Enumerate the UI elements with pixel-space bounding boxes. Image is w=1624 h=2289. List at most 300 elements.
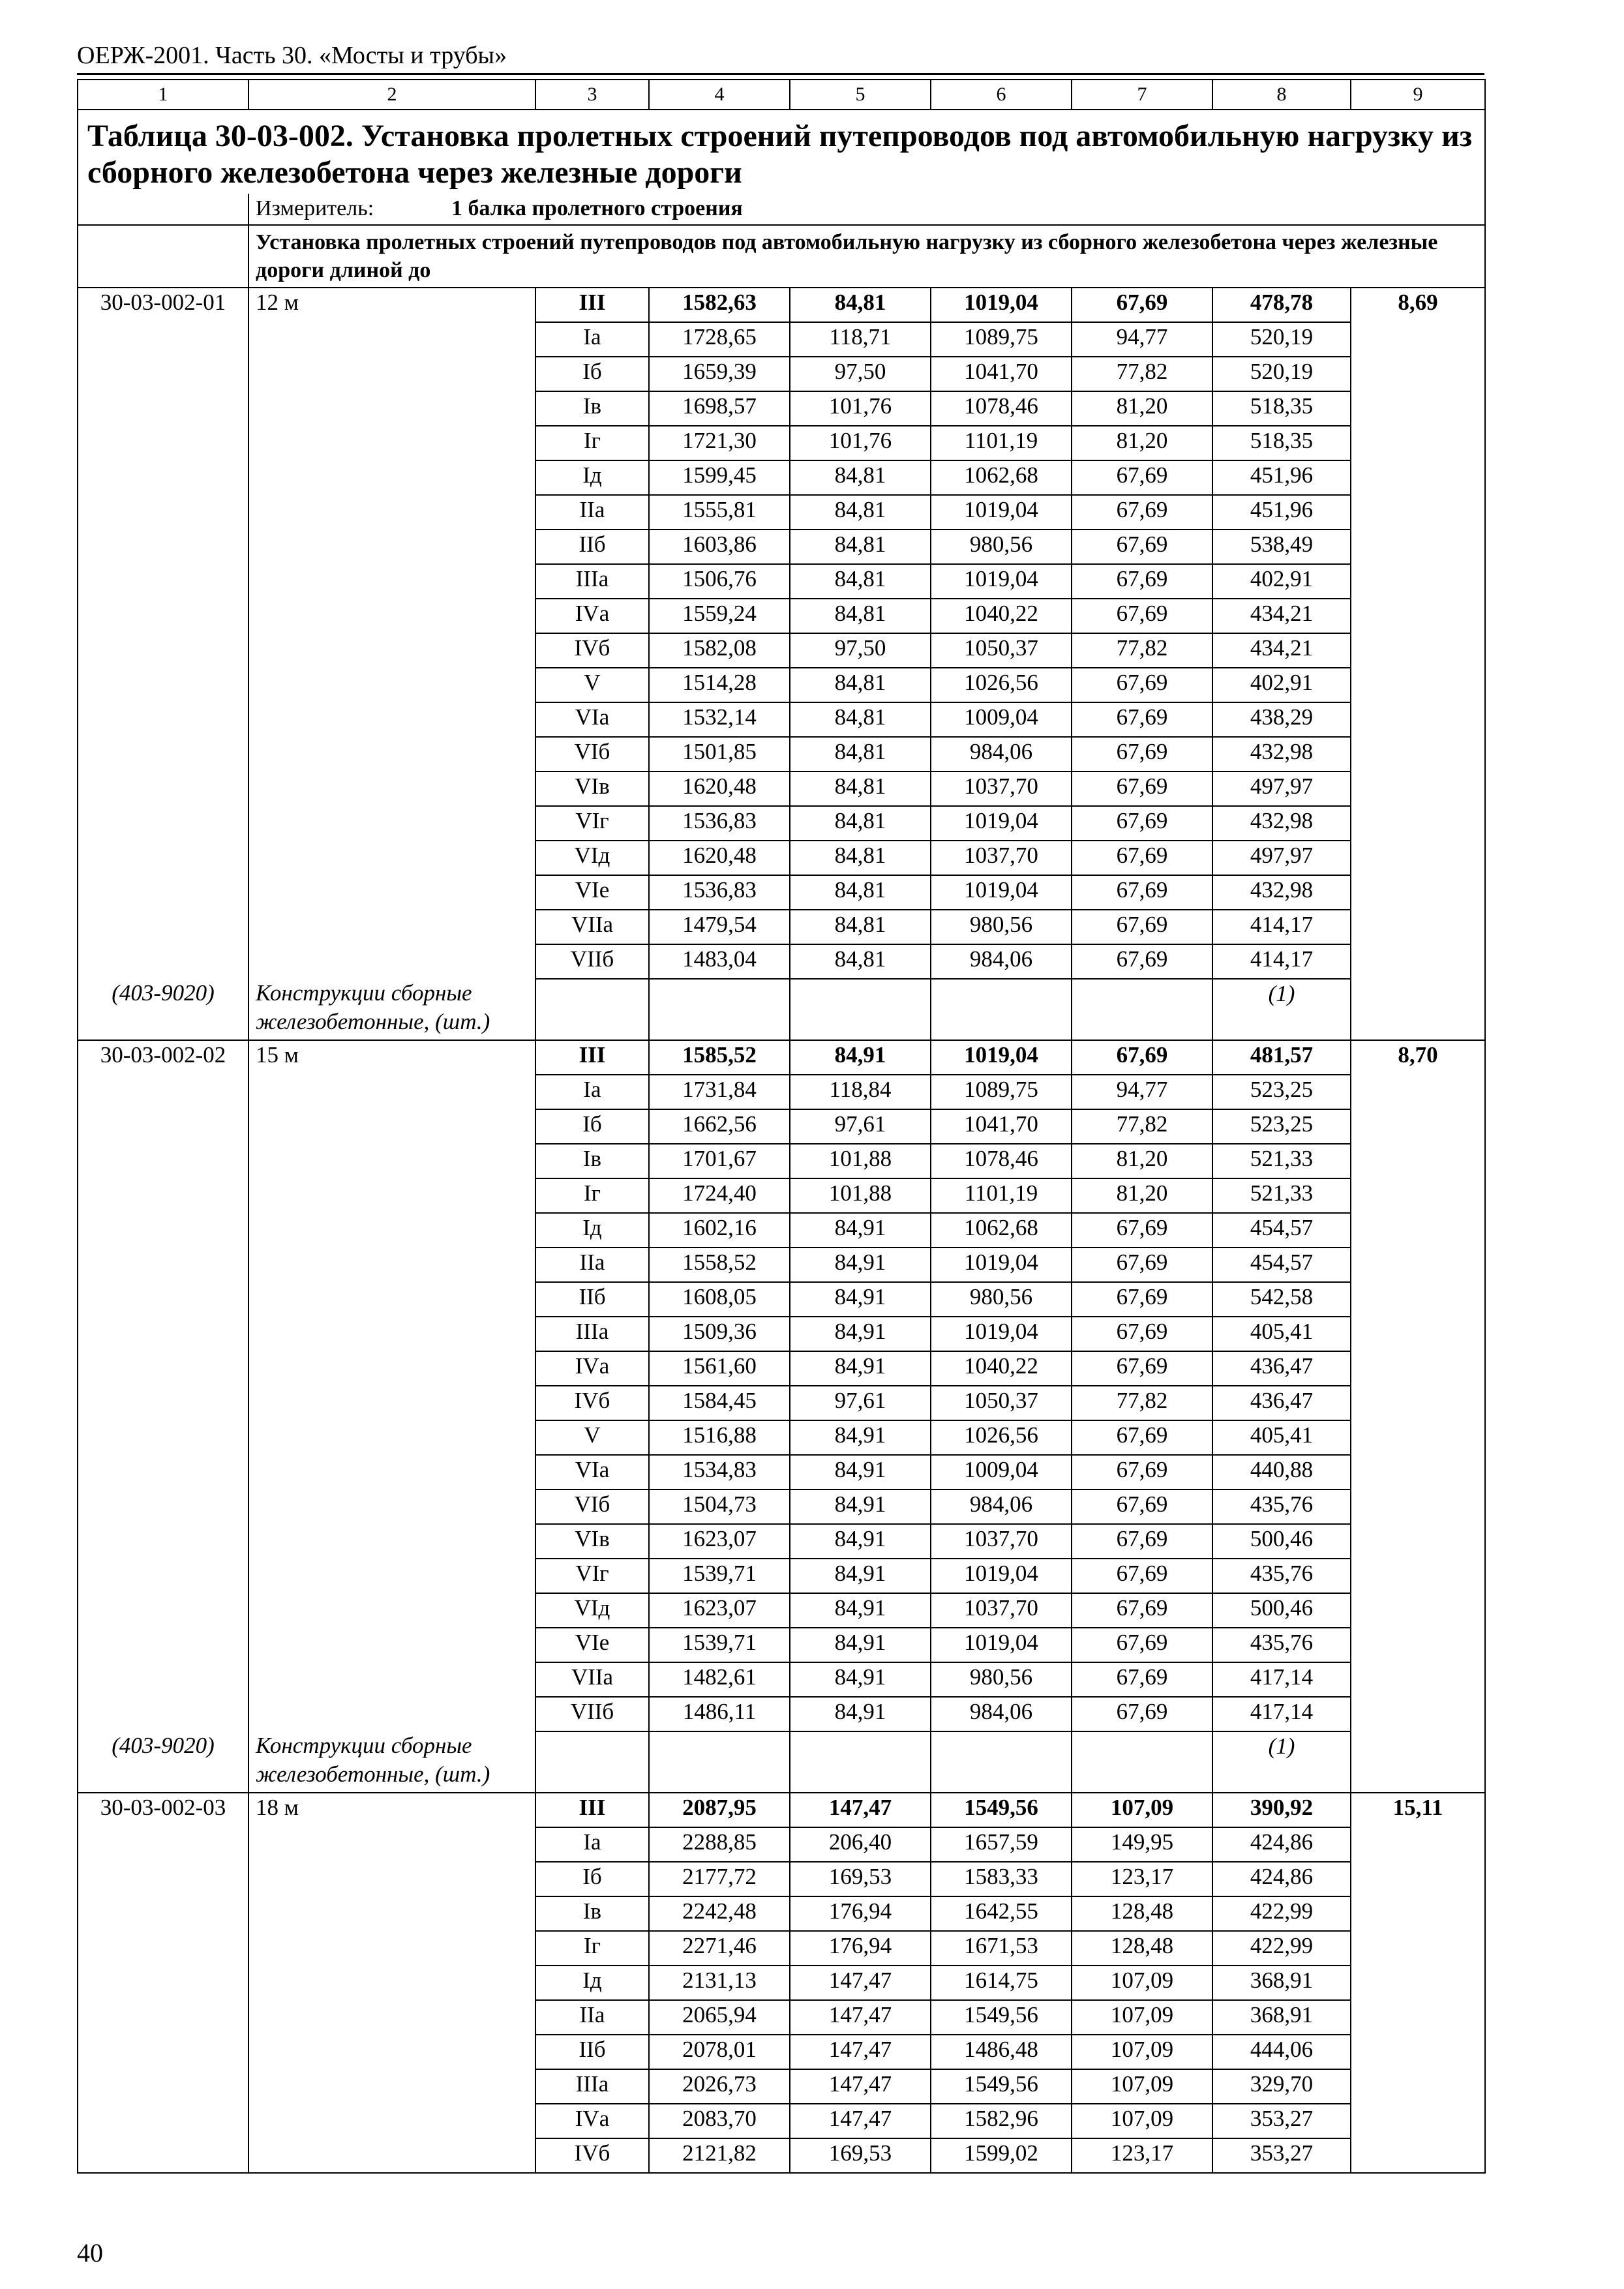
machine-cost-cell: 1037,70 (931, 1593, 1072, 1628)
materials-cell: 500,46 (1212, 1593, 1351, 1628)
col9-spacer (1351, 1862, 1485, 1896)
entry-name-spacer (248, 599, 535, 633)
col9-spacer (1351, 1248, 1485, 1282)
col9-spacer (1351, 841, 1485, 875)
direct-cost-cell: 1482,61 (649, 1662, 790, 1697)
entry-code-spacer (78, 1144, 248, 1178)
coefficient-cell: V (535, 1420, 649, 1455)
materials-cell: 481,57 (1212, 1040, 1351, 1075)
materials-cell: 523,25 (1212, 1109, 1351, 1144)
materials-cell: 520,19 (1212, 322, 1351, 357)
entry-name-spacer (248, 806, 535, 841)
table-title: Таблица 30-03-002. Установка пролетных строений путепроводов под автомобильную нагрузку из сборного железобетона через железные дороги (78, 110, 1485, 194)
machinist-wages-cell: 77,82 (1072, 1109, 1212, 1144)
machine-cost-cell: 984,06 (931, 944, 1072, 979)
col9-spacer (1351, 979, 1485, 1040)
entry-name-spacer (248, 1593, 535, 1628)
coefficient-cell: Iа (535, 322, 649, 357)
materials-cell: 368,91 (1212, 2000, 1351, 2035)
machinist-wages-cell: 107,09 (1072, 2000, 1212, 2035)
direct-cost-cell: 2271,46 (649, 1931, 790, 1966)
entry-name-spacer (248, 1386, 535, 1420)
coefficient-cell: VIб (535, 1489, 649, 1524)
direct-cost-cell: 1559,24 (649, 599, 790, 633)
materials-cell: 451,96 (1212, 495, 1351, 530)
materials-cell: 435,76 (1212, 1489, 1351, 1524)
coefficient-cell: III (535, 1793, 649, 1827)
direct-cost-cell: 1558,52 (649, 1248, 790, 1282)
materials-cell: 422,99 (1212, 1896, 1351, 1931)
wages-cell: 84,81 (790, 875, 931, 910)
machinist-wages-cell: 67,69 (1072, 1593, 1212, 1628)
materials-cell: 329,70 (1212, 2069, 1351, 2104)
machine-cost-cell: 1037,70 (931, 771, 1072, 806)
materials-cell: 500,46 (1212, 1524, 1351, 1559)
entry-name-spacer (248, 322, 535, 357)
materials-cell: 521,33 (1212, 1178, 1351, 1213)
materials-cell: 438,29 (1212, 702, 1351, 737)
coefficient-cell: IIа (535, 2000, 649, 2035)
direct-cost-cell: 1585,52 (649, 1040, 790, 1075)
entry-code-spacer (78, 2138, 248, 2173)
materials-cell: 402,91 (1212, 668, 1351, 702)
col9-spacer (1351, 460, 1485, 495)
entry-code-spacer (78, 530, 248, 564)
coefficient-cell: VIIб (535, 1697, 649, 1731)
entry-code-spacer (78, 1317, 248, 1351)
machine-cost-cell: 1019,04 (931, 564, 1072, 599)
coefficient-cell: IVб (535, 1386, 649, 1420)
materials-cell: 435,76 (1212, 1628, 1351, 1662)
header-rule (77, 73, 1484, 75)
machine-cost-cell: 980,56 (931, 530, 1072, 564)
table-row (78, 737, 1485, 771)
machine-cost-cell: 1041,70 (931, 1109, 1072, 1144)
machinist-wages-cell: 77,82 (1072, 357, 1212, 391)
coefficient-cell: Iв (535, 1144, 649, 1178)
col9-spacer (1351, 1628, 1485, 1662)
entry-code-spacer (78, 1559, 248, 1593)
coefficient-cell: VIд (535, 841, 649, 875)
coefficient-cell: IVа (535, 599, 649, 633)
column-number: 6 (931, 80, 1072, 110)
table-row (78, 1178, 1485, 1213)
table-row (78, 944, 1485, 979)
materials-cell: 497,97 (1212, 841, 1351, 875)
coefficient-cell: VIIа (535, 910, 649, 944)
table-row (78, 1386, 1485, 1420)
coefficient-cell: VIв (535, 1524, 649, 1559)
entry-code-spacer (78, 668, 248, 702)
subheading-spacer (78, 225, 248, 288)
machinist-wages-cell: 67,69 (1072, 1628, 1212, 1662)
col9-spacer (1351, 875, 1485, 910)
wages-cell: 84,81 (790, 910, 931, 944)
direct-cost-cell: 1623,07 (649, 1524, 790, 1559)
construction-code: (403-9020) (78, 1731, 248, 1793)
machinist-wages-cell: 67,69 (1072, 1697, 1212, 1731)
construction-empty (535, 979, 649, 1040)
entry-name-spacer (248, 1144, 535, 1178)
machinist-wages-cell: 81,20 (1072, 426, 1212, 460)
machine-cost-cell: 1101,19 (931, 426, 1072, 460)
construction-empty (790, 979, 931, 1040)
machine-cost-cell: 1019,04 (931, 875, 1072, 910)
machinist-wages-cell: 77,82 (1072, 1386, 1212, 1420)
wages-cell: 84,91 (790, 1662, 931, 1697)
entry-name-spacer (248, 1282, 535, 1317)
entry-name-spacer (248, 2069, 535, 2104)
machine-cost-cell: 984,06 (931, 1697, 1072, 1731)
wages-cell: 84,81 (790, 564, 931, 599)
table-row (78, 495, 1485, 530)
direct-cost-cell: 2065,94 (649, 2000, 790, 2035)
direct-cost-cell: 1479,54 (649, 910, 790, 944)
construction-qty: (1) (1212, 1731, 1351, 1793)
entry-code-spacer (78, 910, 248, 944)
direct-cost-cell: 1536,83 (649, 806, 790, 841)
column-number: 2 (248, 80, 535, 110)
table-row (78, 357, 1485, 391)
entry-code-spacer (78, 1351, 248, 1386)
materials-cell: 478,78 (1212, 288, 1351, 322)
direct-cost-cell: 1728,65 (649, 322, 790, 357)
construction-empty (535, 1731, 649, 1793)
table-row (78, 1966, 1485, 2000)
wages-cell: 84,91 (790, 1282, 931, 1317)
measure-label: Измеритель: (256, 196, 374, 220)
entry-code-spacer (78, 495, 248, 530)
entry-code-spacer (78, 1178, 248, 1213)
table-row (78, 1455, 1485, 1489)
col9-spacer (1351, 2069, 1485, 2104)
wages-cell: 176,94 (790, 1896, 931, 1931)
coefficient-cell: Iд (535, 460, 649, 495)
entry-code-spacer (78, 841, 248, 875)
direct-cost-cell: 1516,88 (649, 1420, 790, 1455)
direct-cost-cell: 2083,70 (649, 2104, 790, 2138)
wages-cell: 84,81 (790, 530, 931, 564)
machinist-wages-cell: 67,69 (1072, 1420, 1212, 1455)
machinist-wages-cell: 77,82 (1072, 633, 1212, 668)
wages-cell: 206,40 (790, 1827, 931, 1862)
column-number: 7 (1072, 80, 1212, 110)
coefficient-cell: VIд (535, 1593, 649, 1628)
machinist-wages-cell: 67,69 (1072, 1524, 1212, 1559)
materials-cell: 353,27 (1212, 2104, 1351, 2138)
machinist-wages-cell: 67,69 (1072, 288, 1212, 322)
entry-code-spacer (78, 771, 248, 806)
direct-cost-cell: 1582,63 (649, 288, 790, 322)
machinist-wages-cell: 67,69 (1072, 1282, 1212, 1317)
col9-spacer (1351, 322, 1485, 357)
materials-cell: 432,98 (1212, 737, 1351, 771)
coefficient-cell: III (535, 1040, 649, 1075)
wages-cell: 84,91 (790, 1455, 931, 1489)
subheading-row (78, 225, 1485, 288)
wages-cell: 169,53 (790, 2138, 931, 2173)
col9-spacer (1351, 1489, 1485, 1524)
coefficient-cell: VIIб (535, 944, 649, 979)
wages-cell: 97,50 (790, 357, 931, 391)
col9-spacer (1351, 1966, 1485, 2000)
col9-spacer (1351, 2035, 1485, 2069)
col9-spacer (1351, 633, 1485, 668)
machinist-wages-cell: 67,69 (1072, 806, 1212, 841)
table-row (78, 1628, 1485, 1662)
machinist-wages-cell: 67,69 (1072, 1248, 1212, 1282)
entry-name-spacer (248, 1489, 535, 1524)
machine-cost-cell: 984,06 (931, 737, 1072, 771)
machinist-wages-cell: 94,77 (1072, 1075, 1212, 1109)
col9-spacer (1351, 1144, 1485, 1178)
entry-name-spacer (248, 1248, 535, 1282)
direct-cost-cell: 1659,39 (649, 357, 790, 391)
entry-code-spacer (78, 806, 248, 841)
direct-cost-cell: 2121,82 (649, 2138, 790, 2173)
entry-name-spacer (248, 391, 535, 426)
entry-name-spacer (248, 357, 535, 391)
machine-cost-cell: 1549,56 (931, 1793, 1072, 1827)
machine-cost-cell: 1019,04 (931, 806, 1072, 841)
entry-code-spacer (78, 2000, 248, 2035)
table-row (78, 2069, 1485, 2104)
entry-code-spacer (78, 599, 248, 633)
col9-spacer (1351, 357, 1485, 391)
direct-cost-cell: 2288,85 (649, 1827, 790, 1862)
machinist-wages-cell: 67,69 (1072, 1455, 1212, 1489)
machinist-wages-cell: 67,69 (1072, 1213, 1212, 1248)
page-header: ОЕРЖ-2001. Часть 30. «Мосты и трубы» (77, 42, 507, 69)
wages-cell: 84,81 (790, 737, 931, 771)
machine-cost-cell: 1037,70 (931, 1524, 1072, 1559)
machinist-wages-cell: 67,69 (1072, 530, 1212, 564)
measure-value: 1 балка пролетного строения (451, 196, 743, 220)
table-row (78, 1559, 1485, 1593)
coefficient-cell: IIа (535, 1248, 649, 1282)
machinist-wages-cell: 67,69 (1072, 1489, 1212, 1524)
coefficient-cell: IIб (535, 530, 649, 564)
coefficient-cell: IIа (535, 495, 649, 530)
machine-cost-cell: 1089,75 (931, 322, 1072, 357)
direct-cost-cell: 1501,85 (649, 737, 790, 771)
col9-spacer (1351, 806, 1485, 841)
table-row (78, 564, 1485, 599)
entry-name-spacer (248, 910, 535, 944)
col9-spacer (1351, 1697, 1485, 1731)
direct-cost-cell: 1536,83 (649, 875, 790, 910)
machinist-wages-cell: 123,17 (1072, 1862, 1212, 1896)
machinist-wages-cell: 107,09 (1072, 2104, 1212, 2138)
entry-code-spacer (78, 944, 248, 979)
entry-name-spacer (248, 702, 535, 737)
machine-cost-cell: 1549,56 (931, 2069, 1072, 2104)
machinist-wages-cell: 81,20 (1072, 1144, 1212, 1178)
machinist-wages-cell: 149,95 (1072, 1827, 1212, 1862)
coefficient-cell: IIIа (535, 2069, 649, 2104)
machine-cost-cell: 980,56 (931, 1662, 1072, 1697)
materials-cell: 434,21 (1212, 633, 1351, 668)
machine-cost-cell: 1089,75 (931, 1075, 1072, 1109)
coefficient-cell: VIе (535, 875, 649, 910)
machinist-wages-cell: 67,69 (1072, 910, 1212, 944)
table-title-row (78, 110, 1485, 194)
table-row (78, 1351, 1485, 1386)
construction-empty (931, 979, 1072, 1040)
entry-code-spacer (78, 1827, 248, 1862)
direct-cost-cell: 1599,45 (649, 460, 790, 495)
measure-cell (248, 194, 1485, 225)
coefficient-cell: IIб (535, 2035, 649, 2069)
direct-cost-cell: 1602,16 (649, 1213, 790, 1248)
table-row (78, 633, 1485, 668)
materials-cell: 518,35 (1212, 391, 1351, 426)
wages-cell: 147,47 (790, 2069, 931, 2104)
direct-cost-cell: 1509,36 (649, 1317, 790, 1351)
table-row (78, 2035, 1485, 2069)
table-row (78, 1827, 1485, 1862)
col9-spacer (1351, 944, 1485, 979)
machinist-wages-cell: 67,69 (1072, 564, 1212, 599)
materials-cell: 402,91 (1212, 564, 1351, 599)
machine-cost-cell: 1657,59 (931, 1827, 1072, 1862)
entry-code-spacer (78, 322, 248, 357)
machinist-wages-cell: 107,09 (1072, 1793, 1212, 1827)
coefficient-cell: Iб (535, 1862, 649, 1896)
materials-cell: 521,33 (1212, 1144, 1351, 1178)
machine-cost-cell: 1062,68 (931, 460, 1072, 495)
wages-cell: 118,71 (790, 322, 931, 357)
entry-name-spacer (248, 1213, 535, 1248)
entry-code-spacer (78, 426, 248, 460)
column-number: 9 (1351, 80, 1485, 110)
table-row (78, 1075, 1485, 1109)
col9-spacer (1351, 1109, 1485, 1144)
wages-cell: 84,91 (790, 1213, 931, 1248)
column-number: 1 (78, 80, 248, 110)
machine-cost-cell: 1026,56 (931, 1420, 1072, 1455)
entry-code-spacer (78, 875, 248, 910)
construction-row (78, 1731, 1485, 1793)
construction-empty (790, 1731, 931, 1793)
table-row (78, 1793, 1485, 1827)
entry-code-spacer (78, 1455, 248, 1489)
entry-code-spacer (78, 1213, 248, 1248)
coefficient-cell: Iд (535, 1213, 649, 1248)
col9-value: 8,69 (1351, 288, 1485, 322)
table-subheading: Установка пролетных строений путепроводов под автомобильную нагрузку из сборного железобетона через железные дороги длиной до (248, 225, 1485, 288)
machinist-wages-cell: 128,48 (1072, 1931, 1212, 1966)
entry-code-spacer (78, 1862, 248, 1896)
wages-cell: 84,81 (790, 460, 931, 495)
machine-cost-cell: 1486,48 (931, 2035, 1072, 2069)
direct-cost-cell: 1539,71 (649, 1559, 790, 1593)
coefficient-cell: Iб (535, 357, 649, 391)
machine-cost-cell: 980,56 (931, 910, 1072, 944)
wages-cell: 84,91 (790, 1040, 931, 1075)
construction-empty (1072, 1731, 1212, 1793)
direct-cost-cell: 1623,07 (649, 1593, 790, 1628)
table-row (78, 1524, 1485, 1559)
direct-cost-cell: 1532,14 (649, 702, 790, 737)
materials-cell: 497,97 (1212, 771, 1351, 806)
entry-name-spacer (248, 2104, 535, 2138)
coefficient-cell: V (535, 668, 649, 702)
table-row (78, 1593, 1485, 1628)
machinist-wages-cell: 67,69 (1072, 495, 1212, 530)
wages-cell: 147,47 (790, 2035, 931, 2069)
materials-cell: 523,25 (1212, 1075, 1351, 1109)
machine-cost-cell: 1671,53 (931, 1931, 1072, 1966)
table-row (78, 1282, 1485, 1317)
wages-cell: 84,91 (790, 1559, 931, 1593)
rates-table (77, 79, 1486, 2174)
col9-spacer (1351, 1317, 1485, 1351)
machine-cost-cell: 984,06 (931, 1489, 1072, 1524)
wages-cell: 101,76 (790, 426, 931, 460)
direct-cost-cell: 2242,48 (649, 1896, 790, 1931)
col9-spacer (1351, 1213, 1485, 1248)
measure-spacer (78, 194, 248, 225)
entry-code-spacer (78, 2104, 248, 2138)
machine-cost-cell: 1019,04 (931, 1248, 1072, 1282)
table-body (78, 80, 1485, 2173)
col9-spacer (1351, 1178, 1485, 1213)
direct-cost-cell: 1561,60 (649, 1351, 790, 1386)
entry-name-spacer (248, 2138, 535, 2173)
coefficient-cell: Iв (535, 1896, 649, 1931)
entry-code-spacer (78, 1697, 248, 1731)
materials-cell: 417,14 (1212, 1697, 1351, 1731)
direct-cost-cell: 1483,04 (649, 944, 790, 979)
coefficient-cell: Iг (535, 426, 649, 460)
machine-cost-cell: 1040,22 (931, 599, 1072, 633)
table-row (78, 668, 1485, 702)
table-row (78, 1697, 1485, 1731)
coefficient-cell: Iб (535, 1109, 649, 1144)
col9-spacer (1351, 1455, 1485, 1489)
table-row (78, 1931, 1485, 1966)
column-number: 5 (790, 80, 931, 110)
machinist-wages-cell: 67,69 (1072, 702, 1212, 737)
entry-name-spacer (248, 1896, 535, 1931)
machinist-wages-cell: 67,69 (1072, 668, 1212, 702)
direct-cost-cell: 2087,95 (649, 1793, 790, 1827)
wages-cell: 84,91 (790, 1351, 931, 1386)
machine-cost-cell: 1050,37 (931, 633, 1072, 668)
column-number: 8 (1212, 80, 1351, 110)
entry-name-spacer (248, 633, 535, 668)
machinist-wages-cell: 128,48 (1072, 1896, 1212, 1931)
entry-code-spacer (78, 1489, 248, 1524)
col9-spacer (1351, 495, 1485, 530)
machine-cost-cell: 1549,56 (931, 2000, 1072, 2035)
materials-cell: 432,98 (1212, 806, 1351, 841)
table-row (78, 1040, 1485, 1075)
col9-spacer (1351, 737, 1485, 771)
coefficient-cell: IIб (535, 1282, 649, 1317)
table-row (78, 1109, 1485, 1144)
materials-cell: 432,98 (1212, 875, 1351, 910)
entry-name-spacer (248, 1559, 535, 1593)
wages-cell: 169,53 (790, 1862, 931, 1896)
entry-code-spacer (78, 1248, 248, 1282)
wages-cell: 101,76 (790, 391, 931, 426)
wages-cell: 84,91 (790, 1317, 931, 1351)
coefficient-cell: VIб (535, 737, 649, 771)
col9-spacer (1351, 391, 1485, 426)
entry-name-spacer (248, 564, 535, 599)
